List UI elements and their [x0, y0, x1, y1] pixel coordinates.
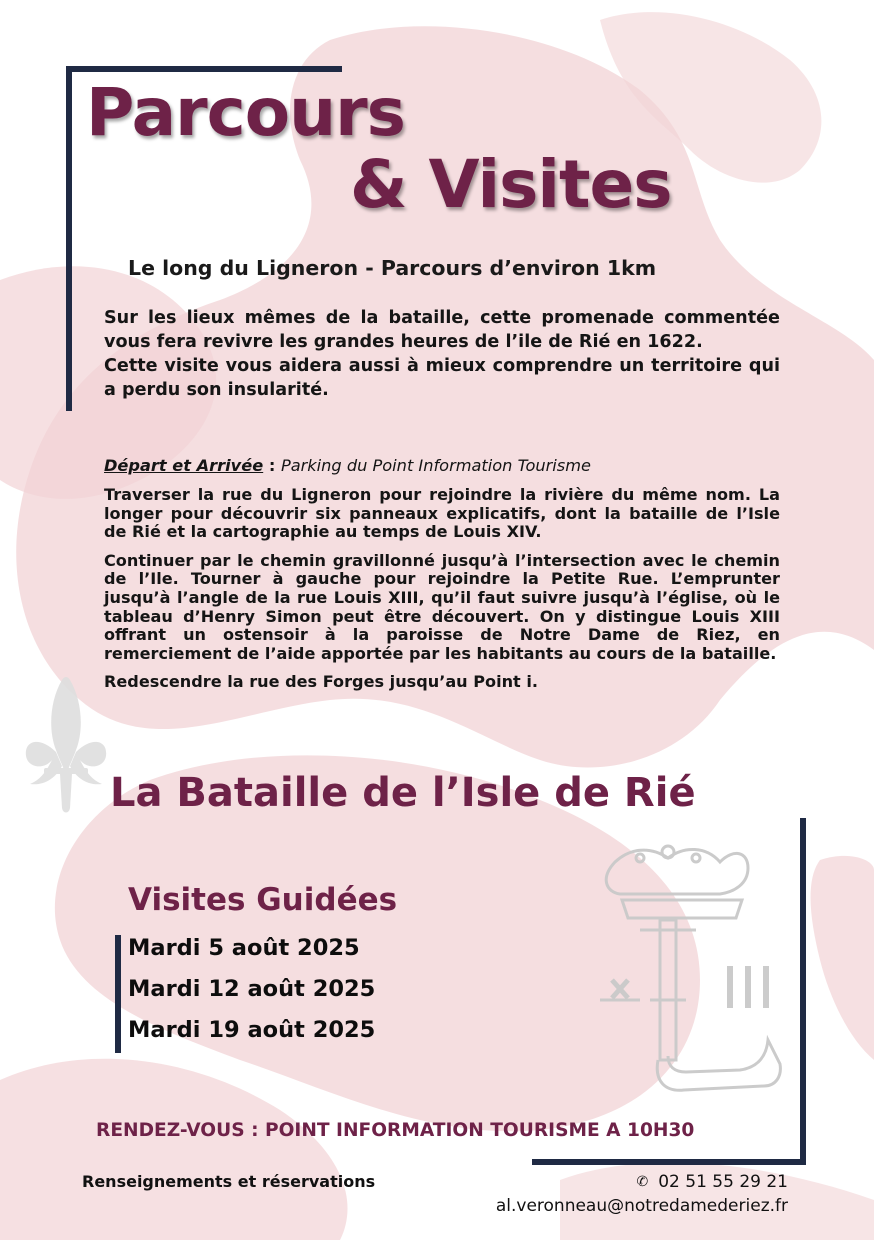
date-item: Mardi 19 août 2025 — [128, 1017, 376, 1043]
contact-block — [496, 1170, 788, 1218]
email-address[interactable]: al.veronneau@notredamederiez.fr — [495, 1196, 788, 1216]
phone-row — [496, 1170, 788, 1194]
step-paragraph-2: Continuer par le chemin gravillonné jusqu’à l’intersection avec le chemin de l’Ile. Tourner à gauche pour rejoindre la Petite Rue. L’emprunter jusqu’à l’angle de la rue Louis XIII, qu’il faut suivre jusqu’à l’église, où le tableau d’Henry Simon peut être découvert. On y distingue Louis XIII offrant un ostensoir à la paroisse de Notre Dame de Riez, en remerciement de l’aide apportée par les habitants au cours de la bataille. — [104, 550, 780, 663]
frame-top-bar — [66, 66, 342, 72]
event-heading: La Bataille de l’Isle de Rié — [110, 770, 696, 816]
departure-separator: : — [263, 456, 281, 475]
step-paragraph-1: Traverser la rue du Ligneron pour rejoindre la rivière du même nom. La longer pour découvrir six panneaux explicatifs, dont la bataille de l’Isle de Rié et la cartographie au temps de Louis XIV. — [104, 485, 780, 542]
dates-list — [128, 932, 375, 1055]
page-title-line1: Parcours — [86, 74, 405, 151]
phone-icon: ✆ — [636, 1174, 649, 1190]
date-item: Mardi 5 août 2025 — [128, 935, 360, 961]
phone-number[interactable]: 02 51 55 29 21 — [658, 1172, 788, 1192]
frame-right-bar — [800, 818, 806, 1165]
guided-tours-heading: Visites Guidées — [128, 882, 398, 918]
departure-value: Parking du Point Information Tourisme — [280, 456, 591, 475]
page-title-line2: & Visites — [350, 146, 672, 223]
frame-bottom-bar — [532, 1159, 806, 1165]
departure-line — [104, 456, 591, 475]
tour-steps — [104, 486, 780, 702]
dates-accent-bar — [115, 935, 121, 1053]
tour-intro — [104, 306, 780, 402]
step-paragraph-3: Redescendre la rue des Forges jusqu’au Point i. — [104, 672, 538, 692]
info-label: Renseignements et réservations — [82, 1172, 376, 1191]
rendezvous-line: RENDEZ-VOUS : POINT INFORMATION TOURISME A 10H30 — [96, 1120, 695, 1141]
date-item: Mardi 12 août 2025 — [128, 976, 376, 1002]
tour-subtitle: Le long du Ligneron - Parcours d’environ 1km — [128, 256, 657, 280]
frame-left-bar — [66, 66, 72, 411]
departure-label: Départ et Arrivée — [104, 456, 264, 475]
intro-paragraph-1: Sur les lieux mêmes de la bataille, cette promenade commentée vous fera revivre les grandes heures de l’ile de Rié en 1622. — [104, 308, 780, 352]
intro-paragraph-2: Cette visite vous aidera aussi à mieux comprendre un territoire qui a perdu son insularité. — [104, 356, 780, 400]
